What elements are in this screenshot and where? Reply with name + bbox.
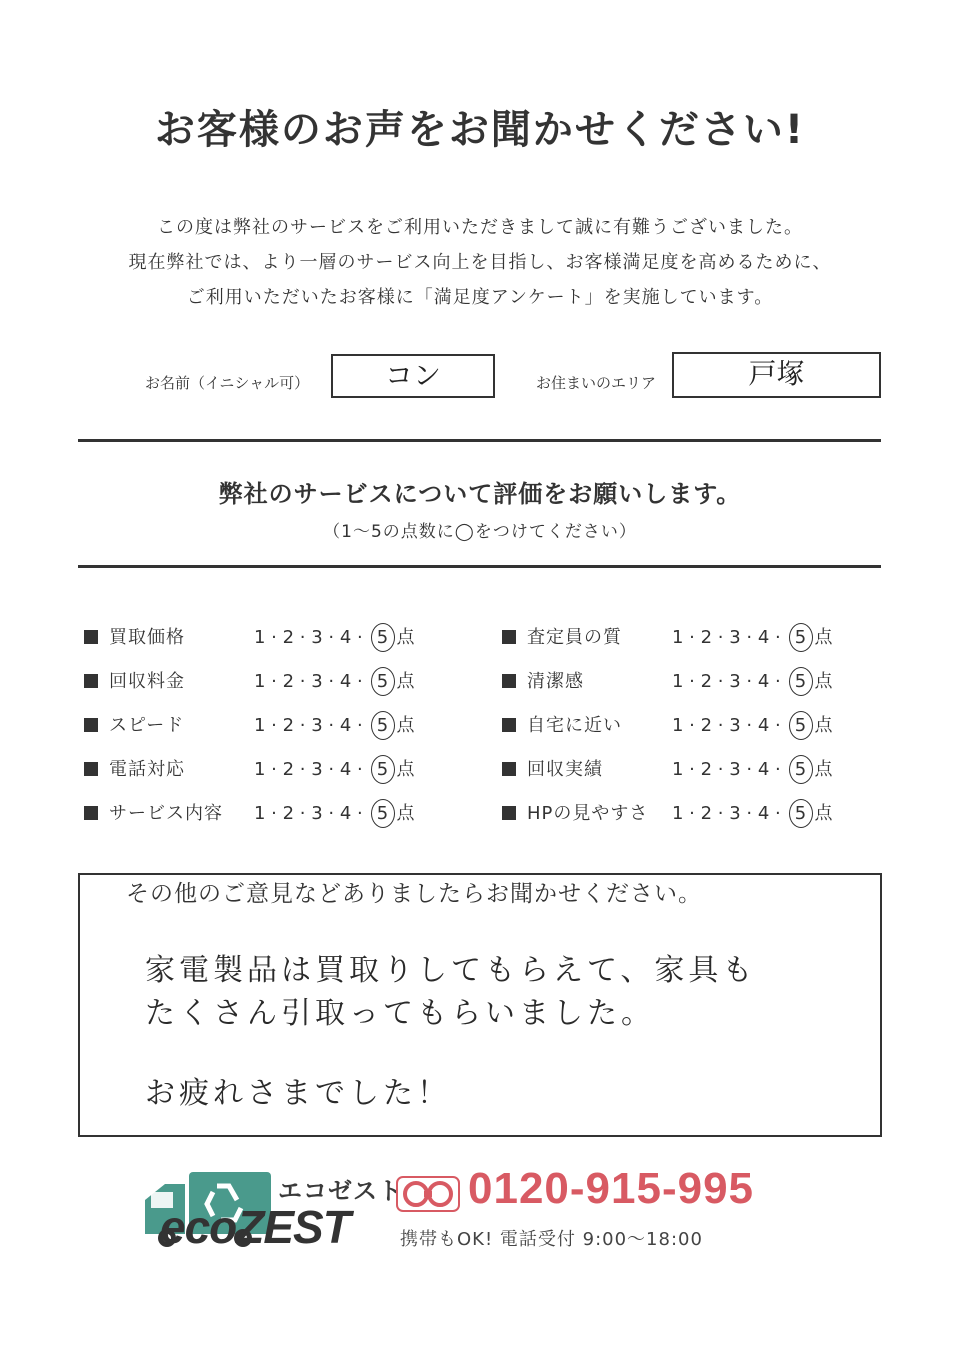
rating-row: [502, 667, 882, 697]
rating-option[interactable]: 3: [311, 803, 323, 824]
rating-scale: [254, 623, 415, 652]
rating-option[interactable]: 5: [789, 799, 813, 828]
rating-unit: 点: [396, 671, 415, 692]
brand-kana: エコゼスト: [278, 1177, 403, 1205]
business-hours: 携帯もOK! 電話受付 9:00〜18:00: [400, 1229, 703, 1250]
scale-separator: ·: [294, 627, 312, 648]
rating-option[interactable]: 5: [789, 755, 813, 784]
rating-unit: 点: [814, 803, 833, 824]
rating-row: [84, 799, 464, 829]
scale-separator: ·: [351, 627, 369, 648]
rating-scale: [254, 667, 415, 696]
rating-unit: 点: [814, 715, 833, 736]
scale-separator: ·: [294, 715, 312, 736]
rating-row: [84, 667, 464, 697]
scale-separator: ·: [294, 803, 312, 824]
rating-option[interactable]: 3: [311, 759, 323, 780]
rating-unit: 点: [396, 759, 415, 780]
rating-option[interactable]: 4: [339, 671, 352, 692]
scale-separator: ·: [265, 671, 283, 692]
scale-separator: ·: [769, 671, 787, 692]
scale-separator: ·: [769, 759, 787, 780]
rating-scale: [254, 755, 415, 784]
rating-label: 回収実績: [527, 759, 603, 780]
rating-option[interactable]: 2: [700, 759, 713, 780]
scale-separator: ·: [712, 627, 730, 648]
rating-option[interactable]: 5: [789, 667, 813, 696]
rating-option[interactable]: 1: [672, 759, 684, 780]
rating-option[interactable]: 3: [311, 671, 323, 692]
rating-option[interactable]: 5: [789, 623, 813, 652]
rating-option[interactable]: 4: [339, 803, 352, 824]
bullet-square-icon: [84, 630, 98, 644]
rating-option[interactable]: 1: [254, 803, 266, 824]
rating-option[interactable]: 4: [757, 715, 770, 736]
rating-option[interactable]: 2: [700, 671, 713, 692]
scale-separator: ·: [683, 671, 701, 692]
rating-option[interactable]: 2: [282, 627, 295, 648]
page-title: お客様のお声をお聞かせください!: [154, 107, 806, 153]
comment-line-2: たくさん引取ってもらいました。: [145, 996, 655, 1031]
scale-separator: ·: [351, 671, 369, 692]
rating-unit: 点: [396, 803, 415, 824]
rating-option[interactable]: 3: [729, 715, 741, 736]
scale-separator: ·: [683, 803, 701, 824]
rating-unit: 点: [396, 715, 415, 736]
rating-option[interactable]: 3: [729, 671, 741, 692]
scale-separator: ·: [294, 759, 312, 780]
scale-separator: ·: [294, 671, 312, 692]
rating-scale: [254, 799, 415, 828]
bullet-square-icon: [502, 762, 516, 776]
scale-separator: ·: [740, 803, 758, 824]
scale-separator: ·: [769, 803, 787, 824]
scale-separator: ·: [322, 627, 340, 648]
rating-option[interactable]: 1: [672, 803, 684, 824]
scale-separator: ·: [265, 803, 283, 824]
rating-label: サービス内容: [109, 803, 223, 824]
rating-option[interactable]: 1: [254, 671, 266, 692]
survey-heading: 弊社のサービスについて評価をお願いします。: [218, 480, 742, 508]
scale-separator: ·: [265, 715, 283, 736]
scale-separator: ·: [712, 759, 730, 780]
rating-option[interactable]: 3: [311, 627, 323, 648]
area-label: お住まいのエリア: [536, 374, 657, 392]
scale-separator: ·: [322, 759, 340, 780]
bullet-square-icon: [84, 762, 98, 776]
scale-separator: ·: [769, 715, 787, 736]
rating-option[interactable]: 2: [700, 715, 713, 736]
bullet-square-icon: [84, 674, 98, 688]
bullet-square-icon: [502, 718, 516, 732]
rating-label: 回収料金: [109, 671, 185, 692]
scale-separator: ·: [740, 759, 758, 780]
rating-option[interactable]: 2: [282, 671, 295, 692]
intro-line-3: ご利用いただいたお客様に「満足度アンケート」を実施しています。: [186, 287, 774, 308]
rating-option[interactable]: 4: [339, 627, 352, 648]
rating-option[interactable]: 5: [371, 755, 395, 784]
rating-option[interactable]: 4: [757, 803, 770, 824]
rating-label: HPの見やすさ: [527, 803, 649, 824]
rating-option[interactable]: 5: [371, 711, 395, 740]
rating-row: [84, 755, 464, 785]
scale-separator: ·: [769, 627, 787, 648]
scale-separator: ·: [265, 627, 283, 648]
rating-option[interactable]: 1: [254, 759, 266, 780]
bullet-square-icon: [502, 630, 516, 644]
rating-option[interactable]: 5: [789, 711, 813, 740]
rating-row: [502, 623, 882, 653]
rating-label: 査定員の質: [527, 627, 622, 648]
rating-option[interactable]: 1: [254, 715, 266, 736]
phone-number[interactable]: 0120-915-995: [468, 1164, 755, 1213]
rating-option[interactable]: 1: [672, 627, 684, 648]
rating-option[interactable]: 4: [757, 671, 770, 692]
comment-line-1: 家電製品は買取りしてもらえて、家具も: [145, 953, 757, 988]
rating-label: スピード: [109, 715, 185, 736]
rating-scale: [672, 799, 833, 828]
brand-name: ecoZEST: [160, 1201, 350, 1253]
rating-option[interactable]: 1: [672, 715, 684, 736]
comment-prompt: その他のご意見などありましたらお聞かせください。: [126, 881, 702, 907]
rating-option[interactable]: 1: [254, 627, 266, 648]
bullet-square-icon: [502, 674, 516, 688]
rating-option[interactable]: 2: [700, 627, 713, 648]
rating-row: [84, 623, 464, 653]
rating-option[interactable]: 4: [339, 715, 352, 736]
rating-option[interactable]: 5: [371, 799, 395, 828]
divider-bottom: [78, 565, 881, 568]
rating-row: [84, 711, 464, 741]
scale-separator: ·: [351, 759, 369, 780]
scale-separator: ·: [712, 715, 730, 736]
rating-scale: [672, 667, 833, 696]
scale-separator: ·: [740, 671, 758, 692]
intro-line-1: この度は弊社のサービスをご利用いただきまして誠に有難うございました。: [157, 217, 803, 238]
bullet-square-icon: [502, 806, 516, 820]
rating-option[interactable]: 4: [339, 759, 352, 780]
rating-unit: 点: [814, 759, 833, 780]
bullet-square-icon: [84, 806, 98, 820]
rating-option[interactable]: 2: [282, 759, 295, 780]
rating-unit: 点: [814, 671, 833, 692]
name-label: お名前（イニシャル可）: [145, 374, 310, 392]
rating-option[interactable]: 3: [729, 759, 741, 780]
scale-separator: ·: [265, 759, 283, 780]
rating-option[interactable]: 1: [672, 671, 684, 692]
rating-option[interactable]: 5: [371, 667, 395, 696]
rating-label: 清潔感: [527, 671, 584, 692]
scale-separator: ·: [322, 671, 340, 692]
name-field[interactable]: コン: [331, 354, 495, 398]
scale-separator: ·: [740, 715, 758, 736]
rating-row: [502, 755, 882, 785]
rating-option[interactable]: 2: [282, 715, 295, 736]
rating-option[interactable]: 4: [757, 759, 770, 780]
scale-separator: ·: [322, 803, 340, 824]
scale-separator: ·: [351, 803, 369, 824]
scale-separator: ·: [683, 627, 701, 648]
rating-label: 自宅に近い: [527, 715, 622, 736]
intro-line-2: 現在弊社では、より一層のサービス向上を目指し、お客様満足度を高めるために、: [128, 252, 832, 273]
rating-row: [502, 799, 882, 829]
scale-separator: ·: [712, 803, 730, 824]
rating-unit: 点: [396, 627, 415, 648]
survey-instruction: （1〜5の点数に◯をつけてください）: [323, 522, 637, 542]
scale-separator: ·: [683, 715, 701, 736]
rating-scale: [672, 711, 833, 740]
scale-separator: ·: [322, 715, 340, 736]
rating-option[interactable]: 4: [757, 627, 770, 648]
rating-option[interactable]: 2: [700, 803, 713, 824]
rating-option[interactable]: 3: [729, 803, 741, 824]
rating-scale: [254, 711, 415, 740]
scale-separator: ·: [683, 759, 701, 780]
rating-scale: [672, 755, 833, 784]
bullet-square-icon: [84, 718, 98, 732]
rating-label: 電話対応: [109, 759, 185, 780]
comment-line-3: お疲れさまでした！: [145, 1076, 451, 1111]
freedial-icon: [396, 1176, 460, 1212]
rating-option[interactable]: 3: [729, 627, 741, 648]
rating-scale: [672, 623, 833, 652]
rating-option[interactable]: 5: [371, 623, 395, 652]
rating-option[interactable]: 2: [282, 803, 295, 824]
rating-option[interactable]: 3: [311, 715, 323, 736]
scale-separator: ·: [740, 627, 758, 648]
scale-separator: ·: [712, 671, 730, 692]
rating-row: [502, 711, 882, 741]
area-field[interactable]: 戸塚: [672, 352, 881, 398]
rating-unit: 点: [814, 627, 833, 648]
rating-label: 買取価格: [109, 627, 185, 648]
scale-separator: ·: [351, 715, 369, 736]
divider-top: [78, 439, 881, 442]
